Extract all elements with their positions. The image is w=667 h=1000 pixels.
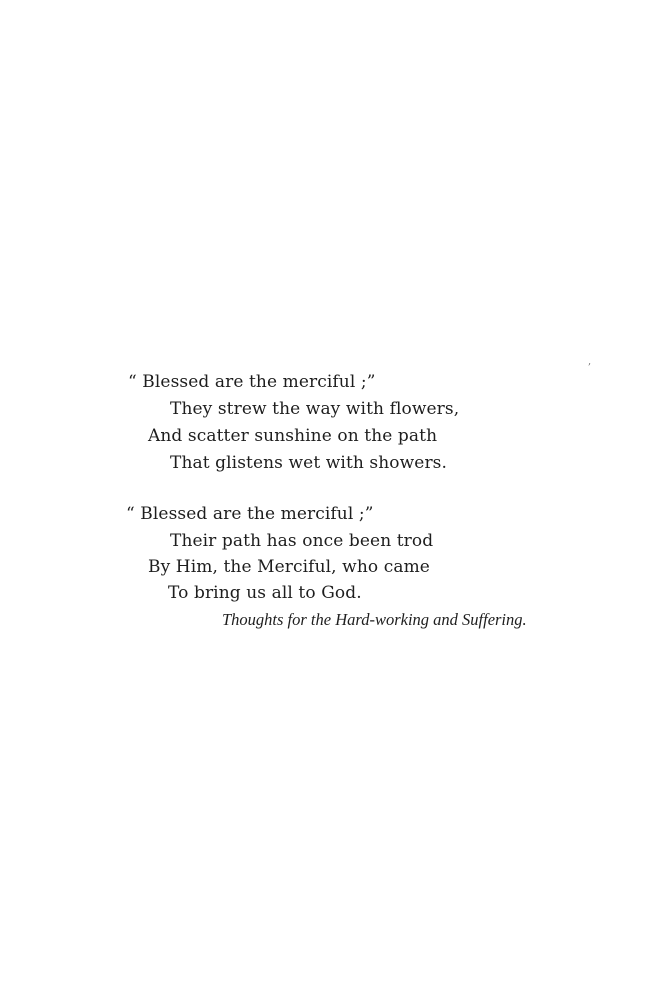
paper-speck: ,	[588, 356, 592, 367]
stanza-2-line-4: To bring us all to God.	[168, 583, 362, 603]
stanza-1-line-4: That glistens wet with showers.	[170, 453, 448, 473]
stanza-2-line-2: Their path has once been trod	[170, 531, 434, 551]
stanza-1-line-2: They strew the way with flowers,	[170, 399, 460, 419]
attribution: Thoughts for the Hard-working and Suffering.	[222, 610, 527, 629]
stanza-2-line-3: By Him, the Merciful, who came	[148, 557, 430, 577]
stanza-1-line-3: And scatter sunshine on the path	[148, 426, 438, 446]
stanza-2-line-1: “ Blessed are the merciful ;”	[126, 504, 374, 524]
stanza-1-line-1: “ Blessed are the merciful ;”	[128, 372, 376, 392]
